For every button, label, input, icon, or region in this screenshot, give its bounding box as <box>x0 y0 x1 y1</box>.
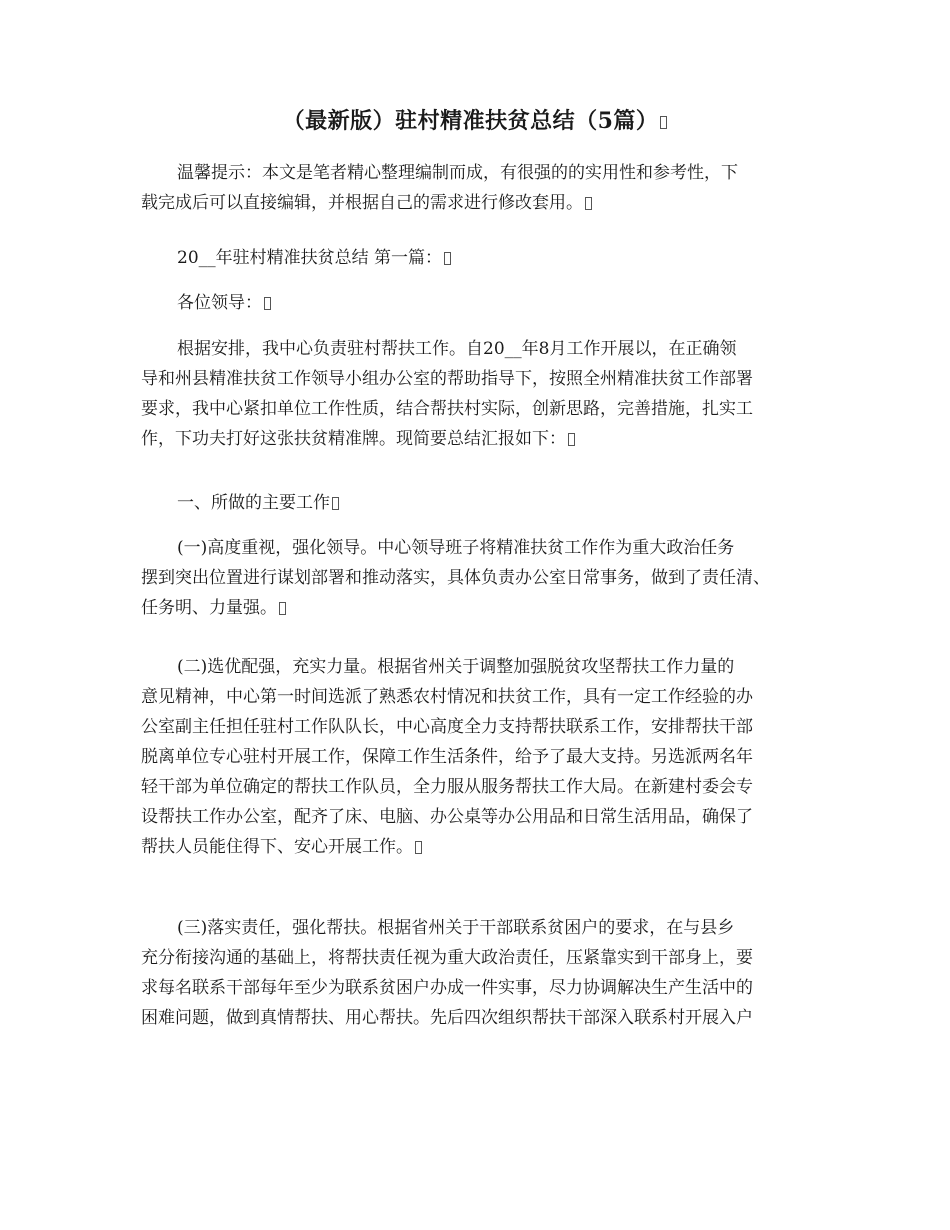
paragraph-mark-icon <box>279 602 286 615</box>
text-line: 一、所做的主要工作 <box>141 488 831 518</box>
text-line: 脱离单位专心驻村开展工作，保障工作生活条件，给予了最大支持。另选派两名年 <box>141 747 753 767</box>
text-line: 作，下功夫打好这张扶贫精准牌。现简要总结汇报如下： <box>141 424 831 454</box>
tip-paragraph <box>141 158 831 218</box>
text-line: 帮扶人员能住得下、安心开展工作。 <box>141 832 831 862</box>
paragraph-mark-icon <box>585 197 592 210</box>
text-line: 各位领导： <box>141 288 831 318</box>
text-line: 轻干部为单位确定的帮扶工作队员，全力服从服务帮扶工作大局。在新建村委会专 <box>141 777 753 797</box>
text-line: (三)落实责任，强化帮扶。根据省州关于干部联系贫困户的要求，在与县乡 <box>177 918 735 938</box>
item-3-paragraph <box>141 913 831 1033</box>
text-line: 困难问题，做到真情帮扶、用心帮扶。先后四次组织帮扶干部深入联系村开展入户 <box>141 1008 753 1028</box>
paragraph-mark-icon <box>264 297 271 310</box>
text-line: 设帮扶工作办公室，配齐了床、电脑、办公桌等办公用品和日常生活用品，确保了 <box>141 807 753 827</box>
text-line: 导和州县精准扶贫工作领导小组办公室的帮助指导下，按照全州精准扶贫工作部署 <box>141 369 753 389</box>
document-title <box>0 104 950 135</box>
paragraph-mark-icon <box>415 841 422 854</box>
section-heading <box>141 488 831 518</box>
text-line: 公室副主任担任驻村工作队队长，中心高度全力支持帮扶联系工作，安排帮扶干部 <box>141 717 753 737</box>
intro-paragraph <box>141 334 831 454</box>
text-line: 摆到突出位置进行谋划部署和推动落实，具体负责办公室日常事务，做到了责任清、 <box>141 568 770 588</box>
text-line: (一)高度重视，强化领导。中心领导班子将精准扶贫工作作为重大政治任务 <box>177 538 735 558</box>
text-line: (二)选优配强，充实力量。根据省州关于调整加强脱贫攻坚帮扶工作力量的 <box>177 657 735 677</box>
paragraph-mark-icon <box>660 116 667 129</box>
text-line: 任务明、力量强。 <box>141 593 831 623</box>
text-line: 充分衔接沟通的基础上，将帮扶责任视为重大政治责任，压紧靠实到干部身上，要 <box>141 948 753 968</box>
chapter-heading <box>141 243 831 273</box>
text-line: 要求，我中心紧扣单位工作性质，结合帮扶村实际，创新思路，完善措施，扎实工 <box>141 399 753 419</box>
salutation <box>141 288 831 318</box>
paragraph-mark-icon <box>444 252 451 265</box>
paragraph-mark-icon <box>568 433 575 446</box>
item-2-paragraph <box>141 652 831 862</box>
item-1-paragraph <box>141 533 831 623</box>
text-line: 20__年驻村精准扶贫总结 第一篇： <box>141 243 831 273</box>
text-line: 载完成后可以直接编辑，并根据自己的需求进行修改套用。 <box>141 188 831 218</box>
text-line: 温馨提示：本文是笔者精心整理编制而成，有很强的的实用性和参考性，下 <box>177 163 738 183</box>
text-line: 意见精神，中心第一时间选派了熟悉农村情况和扶贫工作，具有一定工作经验的办 <box>141 687 753 707</box>
text-line: 求每名联系干部每年至少为联系贫困户办成一件实事，尽力协调解决生产生活中的 <box>141 978 753 998</box>
document-title-text: （最新版）驻村精准扶贫总结（5篇） <box>282 108 659 134</box>
text-line: 根据安排，我中心负责驻村帮扶工作。自20__年8月工作开展以，在正确领 <box>177 339 737 359</box>
paragraph-mark-icon <box>332 497 339 510</box>
